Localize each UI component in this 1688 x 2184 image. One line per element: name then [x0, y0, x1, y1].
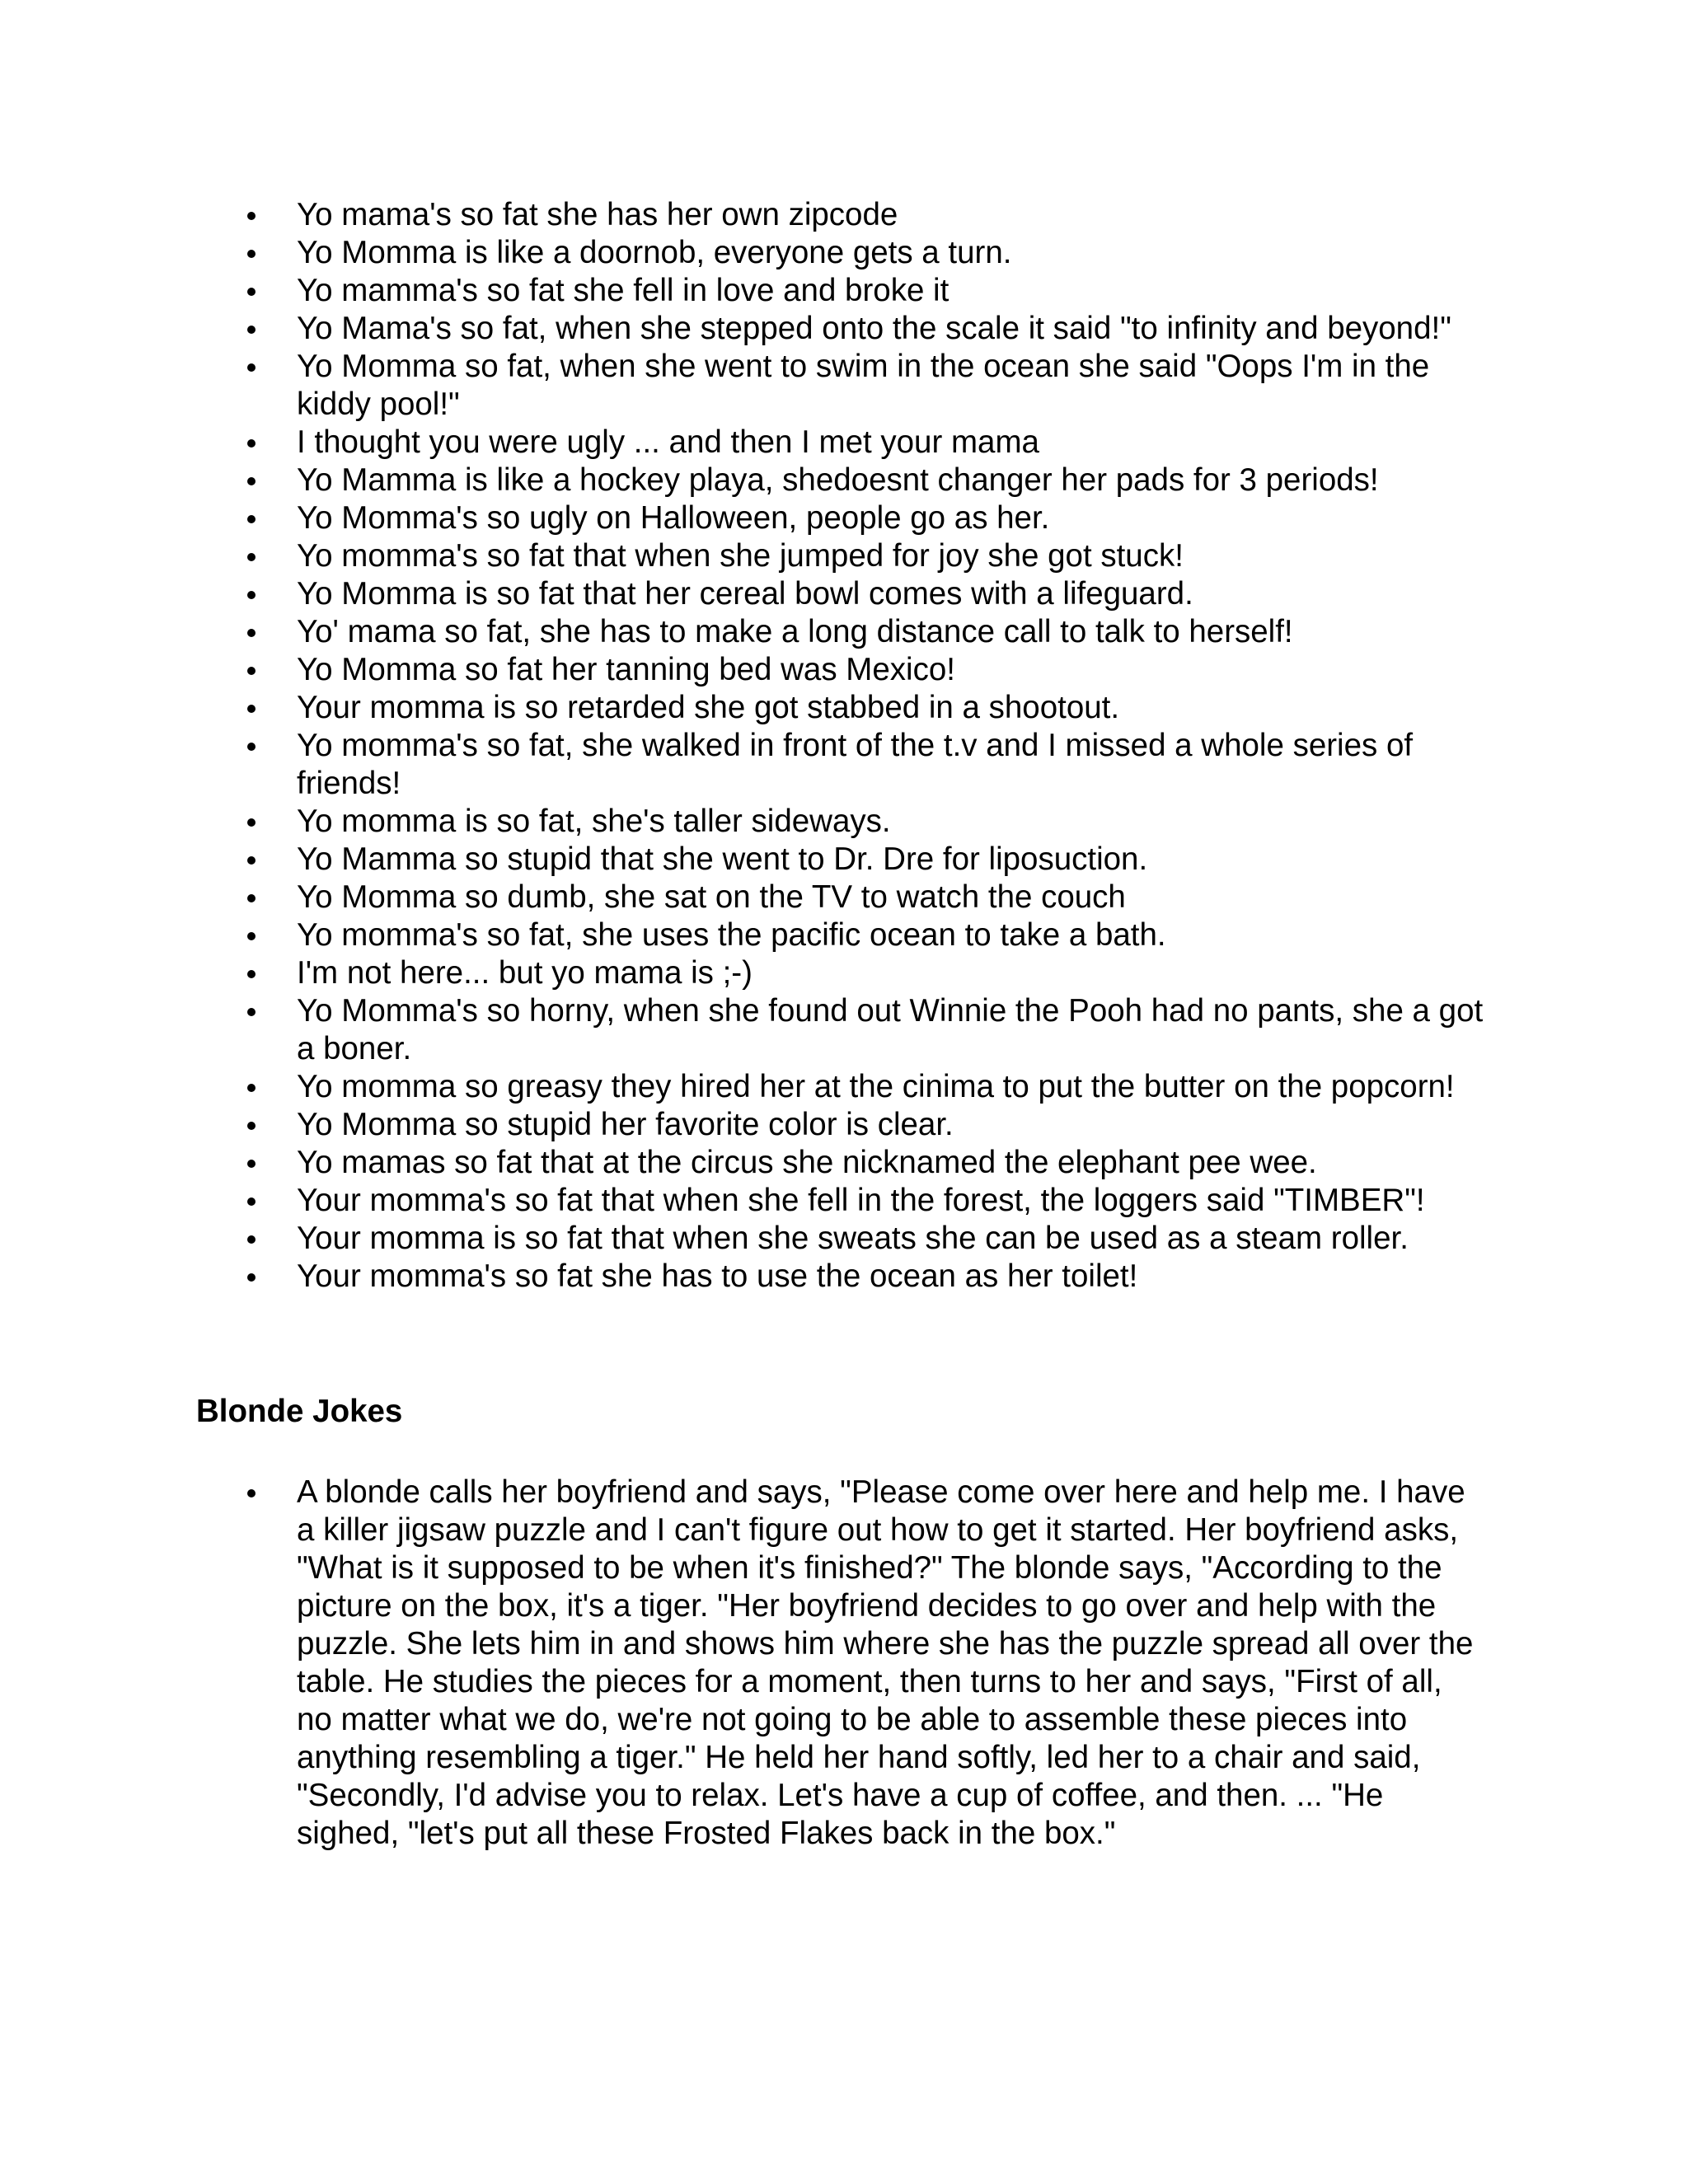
list-item: A blonde calls her boyfriend and says, "Please come over here and help me. I have a killer jigsaw puzzle and I can't figure out how to get it started. Her boyfriend asks, "What is it supposed to be when it's finished?" The blonde says, "According to the picture on the box, it's a tiger. "Her boyfriend decides to go over and help with the puzzle. She lets him in and shows him where she has the puzzle spread all over the table. He studies the pieces for a moment, then turns to her and says, "First of all, no matter what we do, we're not going to be able to assemble these pieces into anything resembling a tiger." He held her hand softly, led her to a chair and said, "Secondly, I'd advise you to relax. Let's have a cup of coffee, and then. ... "He sighed, "let's put all these Frosted Flakes back in the box."	[247, 1474, 1484, 1853]
list-item: Yo Momma's so ugly on Halloween, people go as her.	[247, 499, 1484, 537]
list-item: Yo Momma so fat her tanning bed was Mexico!	[247, 651, 1484, 689]
list-item: Yo momma's so fat that when she jumped for joy she got stuck!	[247, 537, 1484, 575]
list-item: Yo momma's so fat, she walked in front of the t.v and I missed a whole series of friends!	[247, 727, 1484, 803]
list-item: Yo momma's so fat, she uses the pacific ocean to take a bath.	[247, 916, 1484, 954]
list-item: Yo mamas so fat that at the circus she nicknamed the elephant pee wee.	[247, 1144, 1484, 1182]
list-item: Your momma is so fat that when she sweats she can be used as a steam roller.	[247, 1220, 1484, 1258]
list-item: Yo mamma's so fat she fell in love and broke it	[247, 272, 1484, 310]
list-item: Yo Mamma is like a hockey playa, shedoesnt changer her pads for 3 periods!	[247, 462, 1484, 499]
list-item: I'm not here... but yo mama is ;-)	[247, 954, 1484, 992]
list-item: Yo Mama's so fat, when she stepped onto the scale it said "to infinity and beyond!"	[247, 310, 1484, 348]
list-item: Yo mama's so fat she has her own zipcode	[247, 196, 1484, 234]
list-item: Yo momma so greasy they hired her at the cinima to put the butter on the popcorn!	[247, 1068, 1484, 1106]
list-item: Your momma is so retarded she got stabbed in a shootout.	[247, 689, 1484, 727]
yo-mama-joke-list	[247, 196, 1484, 1296]
blonde-jokes-heading: Blonde Jokes	[196, 1394, 403, 1429]
list-item: Yo Momma is like a doornob, everyone gets a turn.	[247, 234, 1484, 272]
list-item: Your momma's so fat that when she fell in the forest, the loggers said "TIMBER"!	[247, 1182, 1484, 1220]
list-item: Yo Momma is so fat that her cereal bowl comes with a lifeguard.	[247, 575, 1484, 613]
list-item: Yo Mamma so stupid that she went to Dr. Dre for liposuction.	[247, 841, 1484, 879]
list-item: Yo momma is so fat, she's taller sideways.	[247, 803, 1484, 841]
list-item: Yo' mama so fat, she has to make a long distance call to talk to herself!	[247, 613, 1484, 651]
blonde-joke-list	[247, 1474, 1484, 1853]
list-item: Yo Momma's so horny, when she found out Winnie the Pooh had no pants, she a got a boner.	[247, 992, 1484, 1068]
list-item: Yo Momma so dumb, she sat on the TV to watch the couch	[247, 879, 1484, 916]
list-item: Yo Momma so stupid her favorite color is clear.	[247, 1106, 1484, 1144]
list-item: Your momma's so fat she has to use the ocean as her toilet!	[247, 1258, 1484, 1296]
list-item: Yo Momma so fat, when she went to swim in the ocean she said "Oops I'm in the kiddy pool!"	[247, 348, 1484, 424]
list-item: I thought you were ugly ... and then I met your mama	[247, 424, 1484, 462]
